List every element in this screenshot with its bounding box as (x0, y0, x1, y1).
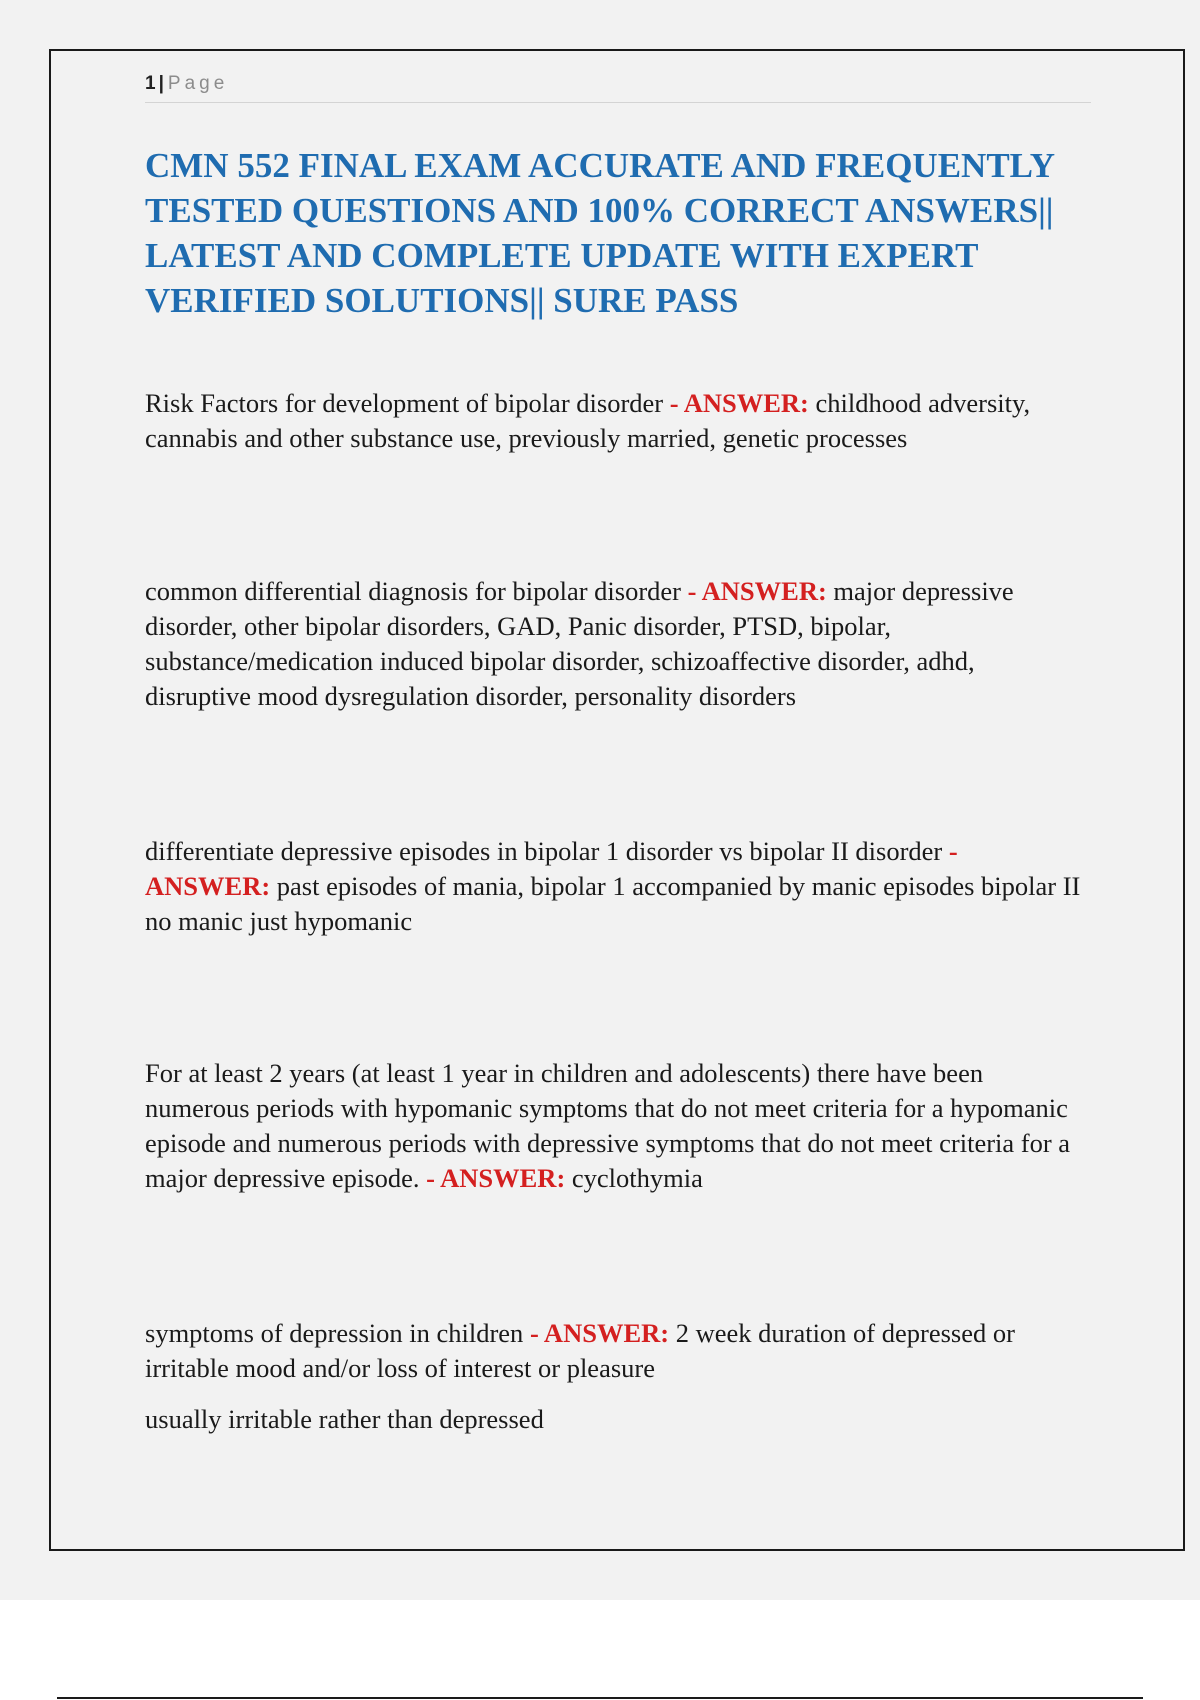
next-page-edge (57, 1697, 1143, 1699)
answer-marker: - ANSWER: (529, 1318, 670, 1348)
question-text: common differential diagnosis for bipolar disorder (145, 576, 682, 606)
answer-text: past episodes of mania, bipolar 1 accompanied by manic episodes bipolar II no manic just hypomanic (145, 871, 1081, 936)
answer-text: 2 week duration of depressed or irritable mood and/or loss of interest or pleasure (145, 1318, 1015, 1383)
qa-item (145, 1316, 1085, 1386)
answer-text: childhood adversity, cannabis and other substance use, previously married, genetic processes (145, 388, 1031, 453)
qa-item (145, 834, 1085, 939)
answer-marker: - ANSWER: (669, 388, 809, 418)
answer-note: usually irritable rather than depressed (145, 1404, 544, 1434)
page-number: 1 (145, 73, 156, 94)
page-header (145, 70, 1091, 103)
qa-item (145, 386, 1085, 456)
answer-text: major depressive disorder, other bipolar disorders, GAD, Panic disorder, PTSD, bipolar, substance/medication induced bipolar disorder, schizoaffective disorder, adhd, disruptive mood dysregulation disorder, personality disorders (145, 576, 1014, 711)
answer-marker: - ANSWER: (426, 1163, 566, 1193)
question-text: differentiate depressive episodes in bipolar 1 disorder vs bipolar II disorder (145, 836, 943, 866)
question-text: Risk Factors for development of bipolar disorder (145, 388, 664, 418)
page-label: Page (167, 73, 229, 94)
question-text: symptoms of depression in children (145, 1318, 524, 1348)
header-separator: | (158, 73, 164, 94)
document-title: CMN 552 FINAL EXAM ACCURATE AND FREQUENTLY TESTED QUESTIONS AND 100% CORRECT ANSWERS|| LATEST AND COMPLETE UPDATE WITH EXPERT VERIFIED SOLUTIONS|| SURE PASS (145, 146, 1054, 320)
question-text: For at least 2 years (at least 1 year in children and adolescents) there have been numerous periods with hypomanic symptoms that do not meet criteria for a hypomanic episode and numerous periods with depressive symptoms that do not meet criteria for a major depressive episode. (145, 1058, 1071, 1193)
answer-text: cyclothymia (571, 1163, 703, 1193)
answer-marker: - ANSWER: (145, 836, 958, 901)
answer-marker: - ANSWER: (687, 576, 827, 606)
qa-item (145, 574, 1085, 714)
qa-item (145, 1056, 1085, 1196)
